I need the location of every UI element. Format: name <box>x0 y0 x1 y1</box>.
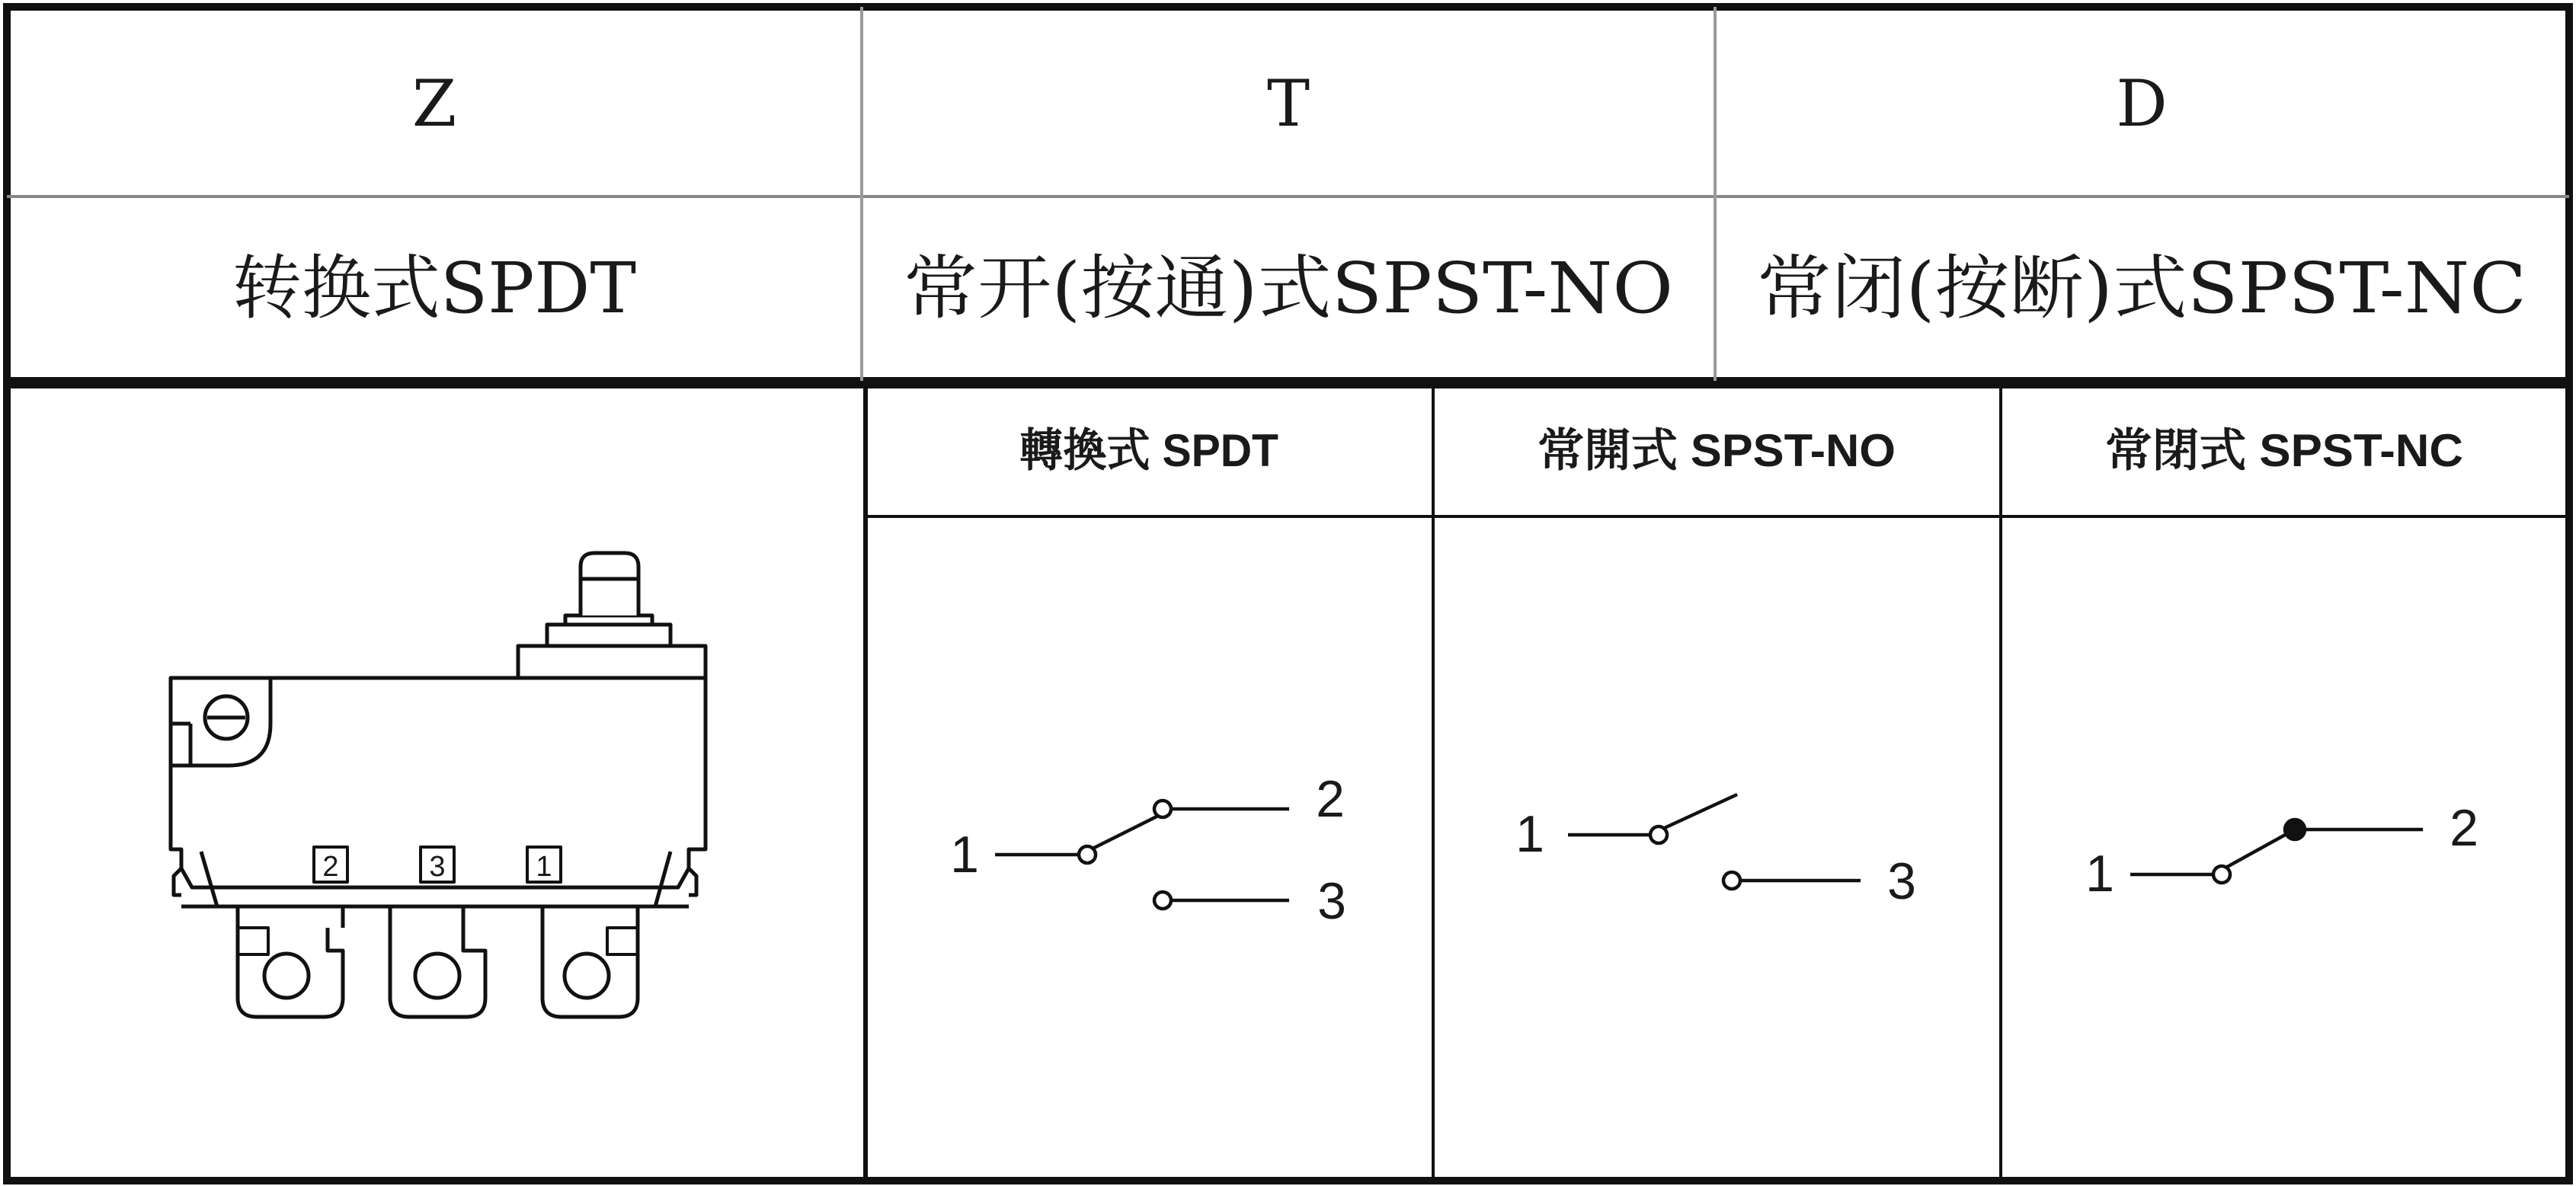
spst-no-schematic <box>1568 794 1861 889</box>
terminal-label-1: 1 <box>536 851 552 883</box>
switch-left-tab <box>174 868 181 895</box>
nc-label-2: 2 <box>2450 799 2478 857</box>
spst-nc-schematic <box>2130 820 2423 883</box>
terminal-tab-left <box>238 928 343 1017</box>
nc-label-1: 1 <box>2085 845 2114 903</box>
spdt-label-1: 1 <box>950 826 979 884</box>
header-spst-no: 常開式 SPST-NO <box>1538 425 1896 476</box>
spdt-schematic <box>995 801 1289 909</box>
spdt-label-3: 3 <box>1317 872 1346 930</box>
terminal-hole-left <box>264 954 309 998</box>
terminal-label-3: 3 <box>429 851 446 883</box>
terminal-clip-left <box>238 928 268 954</box>
actuator-step-1 <box>547 625 670 646</box>
type-spst-no: 常开(按通)式SPST-NO <box>904 248 1673 329</box>
no-lever <box>1659 794 1737 830</box>
diagram-panel <box>7 385 2569 1181</box>
actuator-plunger <box>581 553 638 615</box>
code-t: T <box>1266 66 1310 141</box>
nc-contact-node <box>2285 820 2305 839</box>
no-label-1: 1 <box>1515 805 1544 863</box>
nc-common-node <box>2213 866 2230 883</box>
code-d: D <box>2116 66 2168 141</box>
spdt-upper-node <box>1154 801 1171 817</box>
terminal-hole-right <box>565 954 609 998</box>
type-spst-nc: 常闭(按断)式SPST-NC <box>1757 248 2526 329</box>
header-spst-nc: 常閉式 SPST-NC <box>2105 425 2463 476</box>
no-label-3: 3 <box>1887 852 1916 910</box>
terminal-clip-right <box>607 928 638 954</box>
terminal-tab-middle <box>390 928 485 1017</box>
spdt-common-node <box>1079 846 1096 863</box>
spdt-label-2: 2 <box>1316 770 1345 828</box>
code-z: Z <box>411 66 457 141</box>
spdt-lever <box>1088 814 1163 851</box>
actuator-housing <box>518 646 706 678</box>
spdt-lower-node <box>1154 892 1171 909</box>
no-common-node <box>1650 826 1667 843</box>
terminal-label-2: 2 <box>322 851 339 883</box>
microswitch-drawing <box>171 553 706 1017</box>
terminal-tab-right <box>542 928 638 1017</box>
no-contact-node <box>1723 872 1740 889</box>
terminal-hole-middle <box>415 954 459 998</box>
switch-right-tab <box>689 868 696 895</box>
nc-lever <box>2222 830 2293 870</box>
header-spdt: 轉換式 SPDT <box>1019 425 1278 476</box>
type-table <box>7 7 2569 381</box>
type-spdt: 转换式SPDT <box>232 248 636 329</box>
